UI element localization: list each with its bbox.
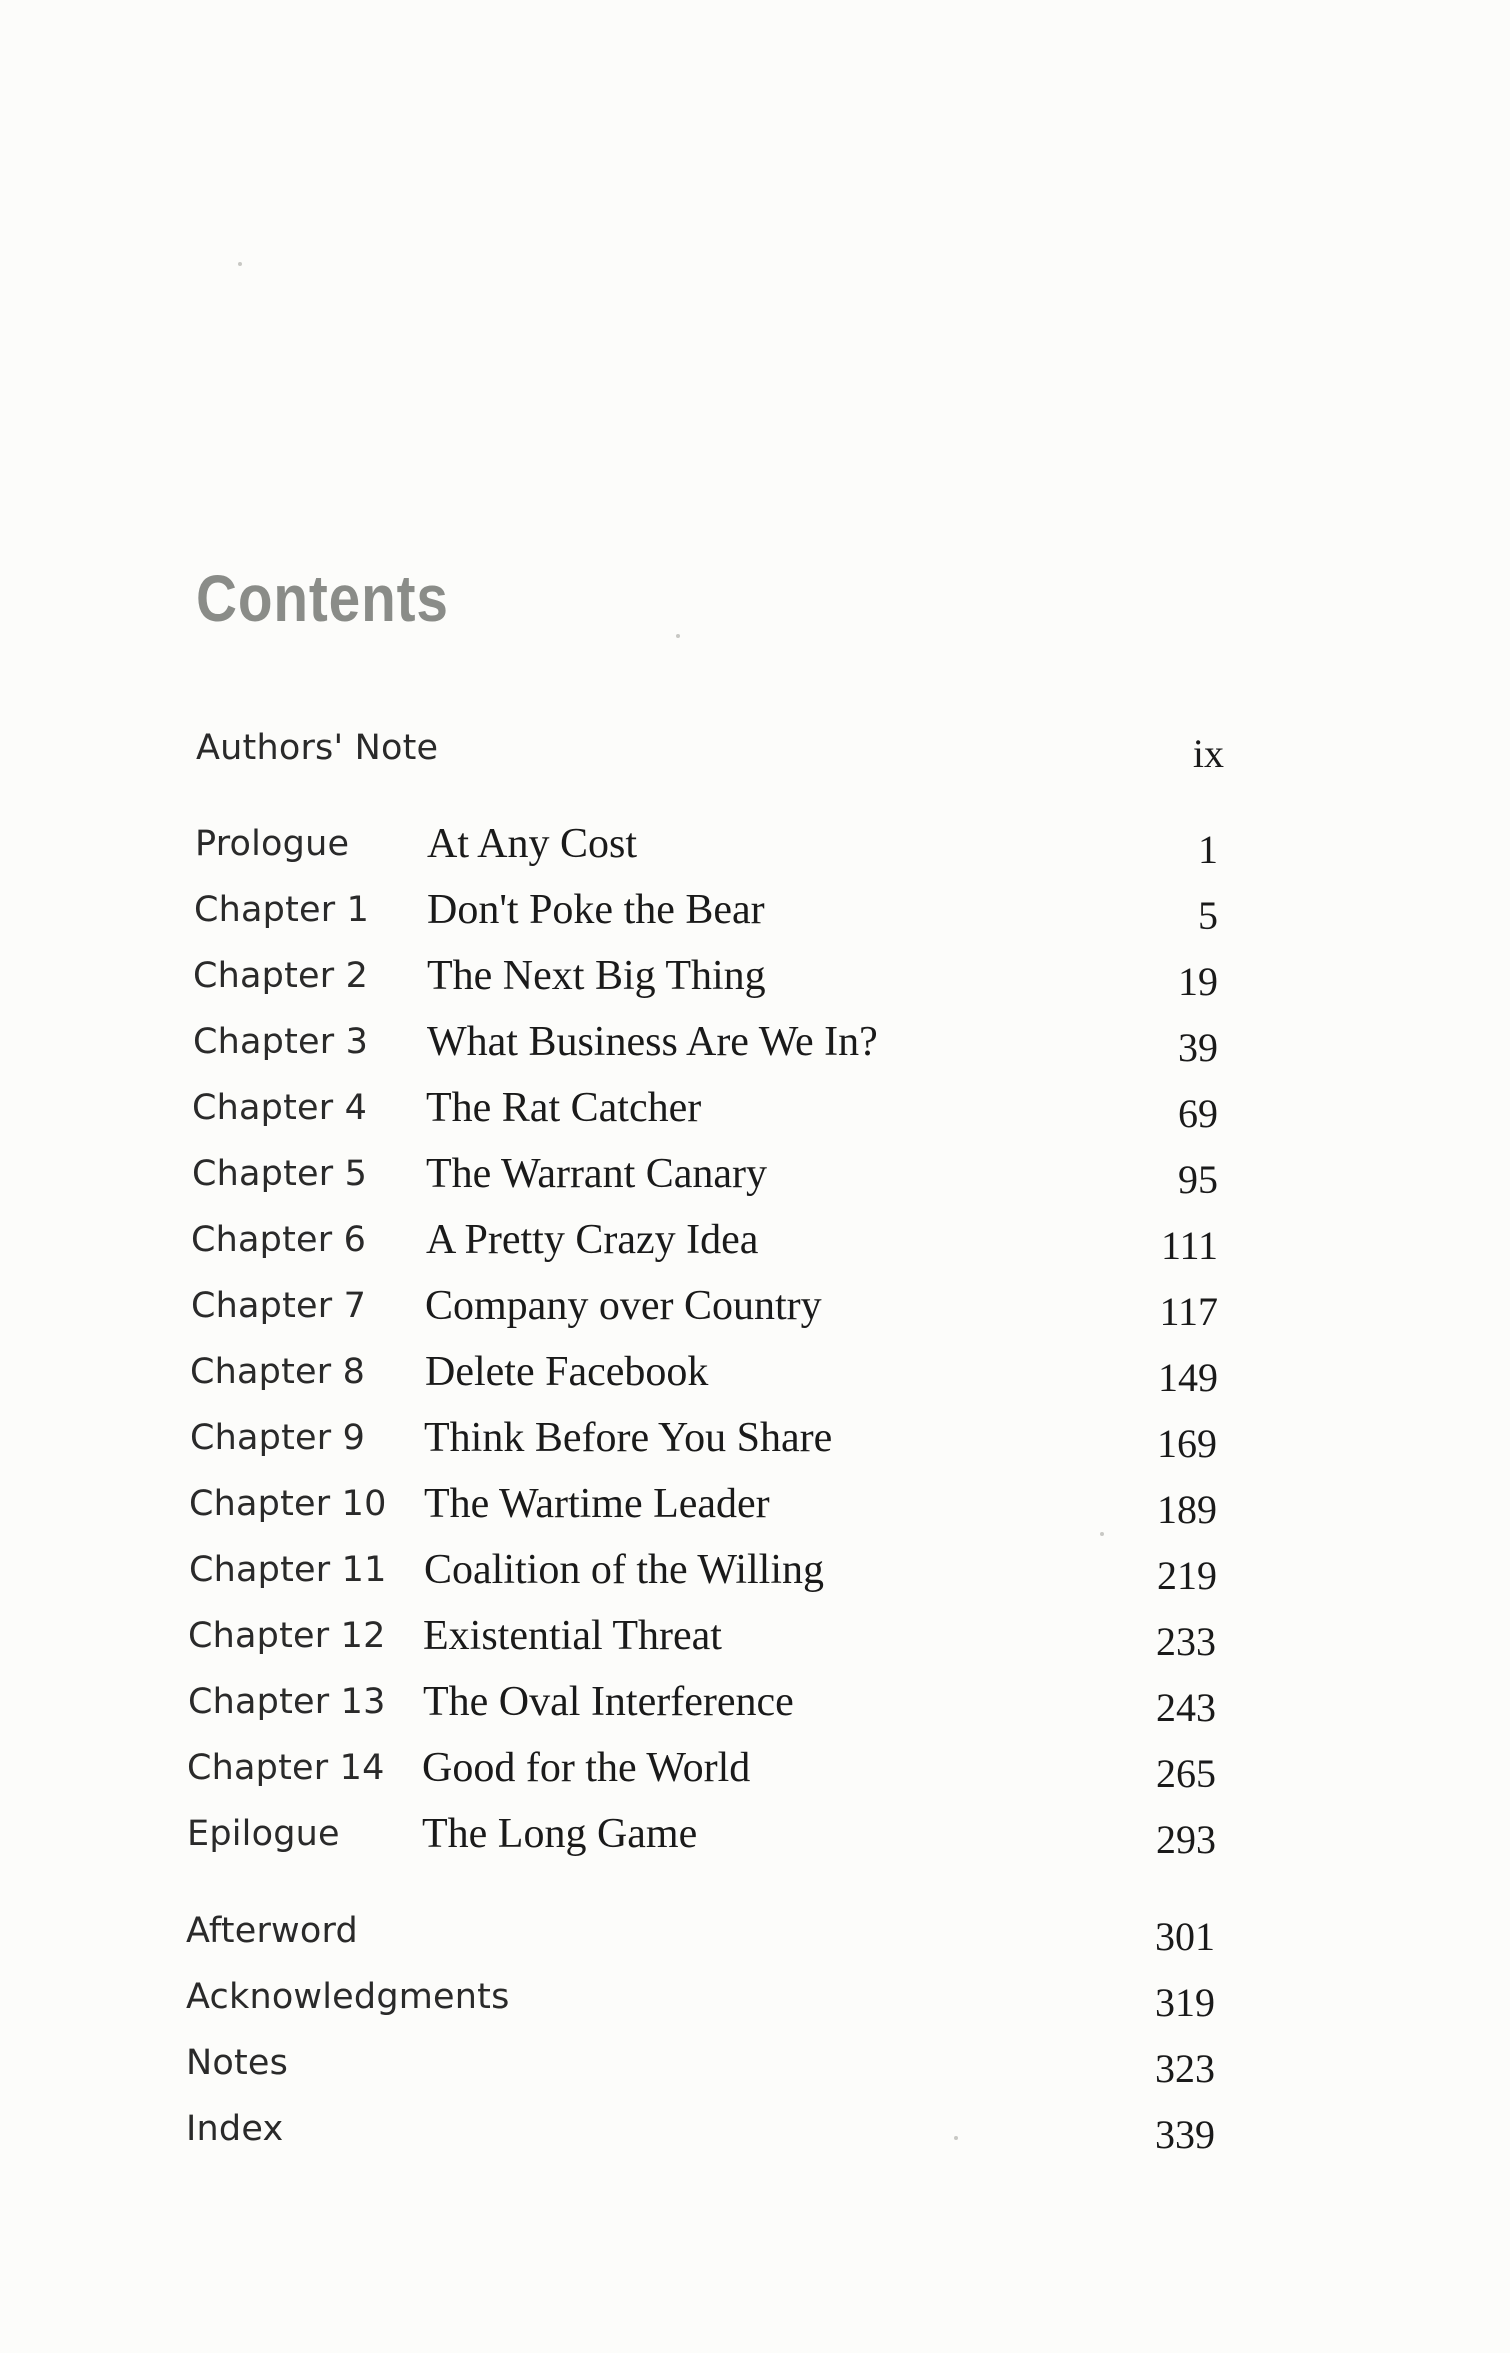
toc-entry[interactable] [0, 1084, 1510, 1144]
toc-entry[interactable] [0, 820, 1510, 880]
entry-page-number: 19 [1178, 959, 1218, 1004]
entry-title: The Rat Catcher [426, 1085, 702, 1131]
entry-page-number: 69 [1178, 1091, 1218, 1136]
toc-entry[interactable] [0, 1612, 1510, 1672]
toc-entry[interactable] [0, 1018, 1510, 1078]
toc-entry[interactable] [0, 1810, 1510, 1870]
entry-title: The Long Game [422, 1811, 698, 1857]
toc-entry-acknowledgments[interactable] [0, 1973, 1510, 2033]
entry-label: Afterword [186, 1911, 358, 1951]
entry-label: Chapter 3 [193, 1022, 369, 1062]
toc-entry[interactable] [0, 1414, 1510, 1474]
entry-page-number: 339 [1155, 2112, 1215, 2157]
entry-label: Prologue [195, 824, 350, 864]
entry-title: The Wartime Leader [424, 1481, 770, 1527]
entry-label: Chapter 5 [192, 1154, 368, 1194]
entry-page-number: 149 [1158, 1355, 1218, 1400]
entry-label: Chapter 12 [188, 1616, 386, 1656]
scan-speck [954, 2136, 958, 2140]
entry-page-number: 5 [1198, 893, 1218, 938]
entry-page-number: 189 [1157, 1487, 1217, 1532]
entry-title: A Pretty Crazy Idea [426, 1217, 759, 1263]
entry-title: The Next Big Thing [427, 953, 766, 999]
entry-page-number: 219 [1157, 1553, 1217, 1598]
toc-entry[interactable] [0, 1216, 1510, 1276]
scan-speck [1100, 1532, 1104, 1536]
entry-title: At Any Cost [427, 821, 638, 867]
toc-entry[interactable] [0, 1480, 1510, 1540]
scan-speck [676, 634, 680, 638]
entry-title: The Oval Interference [423, 1679, 794, 1725]
entry-page-number: 323 [1155, 2046, 1215, 2091]
toc-entry[interactable] [0, 1744, 1510, 1804]
entry-page-number: 233 [1156, 1619, 1216, 1664]
entry-label: Epilogue [187, 1814, 340, 1854]
toc-entry-authors-note[interactable] [0, 722, 1510, 782]
entry-label: Chapter 14 [187, 1748, 385, 1788]
entry-label: Chapter 13 [188, 1682, 386, 1722]
entry-page-number: 243 [1156, 1685, 1216, 1730]
toc-entry[interactable] [0, 1282, 1510, 1342]
entry-label: Chapter 4 [192, 1088, 368, 1128]
entry-label: Chapter 10 [189, 1484, 387, 1524]
entry-label: Notes [186, 2043, 289, 2083]
entry-page-number: 319 [1155, 1980, 1215, 2025]
entry-label: Chapter 2 [193, 956, 369, 996]
entry-title: Coalition of the Willing [424, 1547, 825, 1593]
entry-label: Chapter 6 [191, 1220, 367, 1260]
toc-entry-index[interactable] [0, 2105, 1510, 2165]
entry-title: Delete Facebook [425, 1349, 709, 1395]
entry-page-number: 95 [1178, 1157, 1218, 1202]
entry-title: The Warrant Canary [426, 1151, 768, 1197]
entry-label: Authors' Note [196, 728, 439, 768]
entry-page-number: 1 [1198, 827, 1218, 872]
entry-label: Index [186, 2109, 284, 2149]
entry-page-number: 293 [1156, 1817, 1216, 1862]
entry-label: Acknowledgments [186, 1977, 510, 2017]
toc-entry[interactable] [0, 1348, 1510, 1408]
entry-label: Chapter 11 [189, 1550, 387, 1590]
toc-entry[interactable] [0, 1678, 1510, 1738]
entry-page-number: 111 [1160, 1223, 1218, 1268]
entry-title: Good for the World [422, 1745, 751, 1791]
entry-page-number: 301 [1155, 1914, 1215, 1959]
entry-title: Existential Threat [423, 1613, 722, 1659]
entry-title: What Business Are We In? [427, 1019, 878, 1065]
toc-entry[interactable] [0, 886, 1510, 946]
toc-entry-afterword[interactable] [0, 1907, 1510, 1967]
entry-page-number: 169 [1157, 1421, 1217, 1466]
page-title: Contents [196, 561, 449, 635]
entry-page-number: ix [1192, 731, 1224, 776]
toc-entry-notes[interactable] [0, 2039, 1510, 2099]
entry-label: Chapter 9 [190, 1418, 366, 1458]
entry-label: Chapter 1 [194, 890, 370, 930]
entry-label: Chapter 8 [190, 1352, 366, 1392]
entry-label: Chapter 7 [191, 1286, 367, 1326]
toc-entry[interactable] [0, 1546, 1510, 1606]
entry-page-number: 265 [1156, 1751, 1216, 1796]
scan-speck [238, 262, 242, 266]
entry-page-number: 117 [1159, 1289, 1218, 1334]
toc-entry[interactable] [0, 1150, 1510, 1210]
entry-title: Think Before You Share [424, 1415, 833, 1461]
entry-title: Company over Country [425, 1283, 822, 1329]
entry-title: Don't Poke the Bear [427, 887, 765, 933]
toc-entry[interactable] [0, 952, 1510, 1012]
entry-page-number: 39 [1178, 1025, 1218, 1070]
